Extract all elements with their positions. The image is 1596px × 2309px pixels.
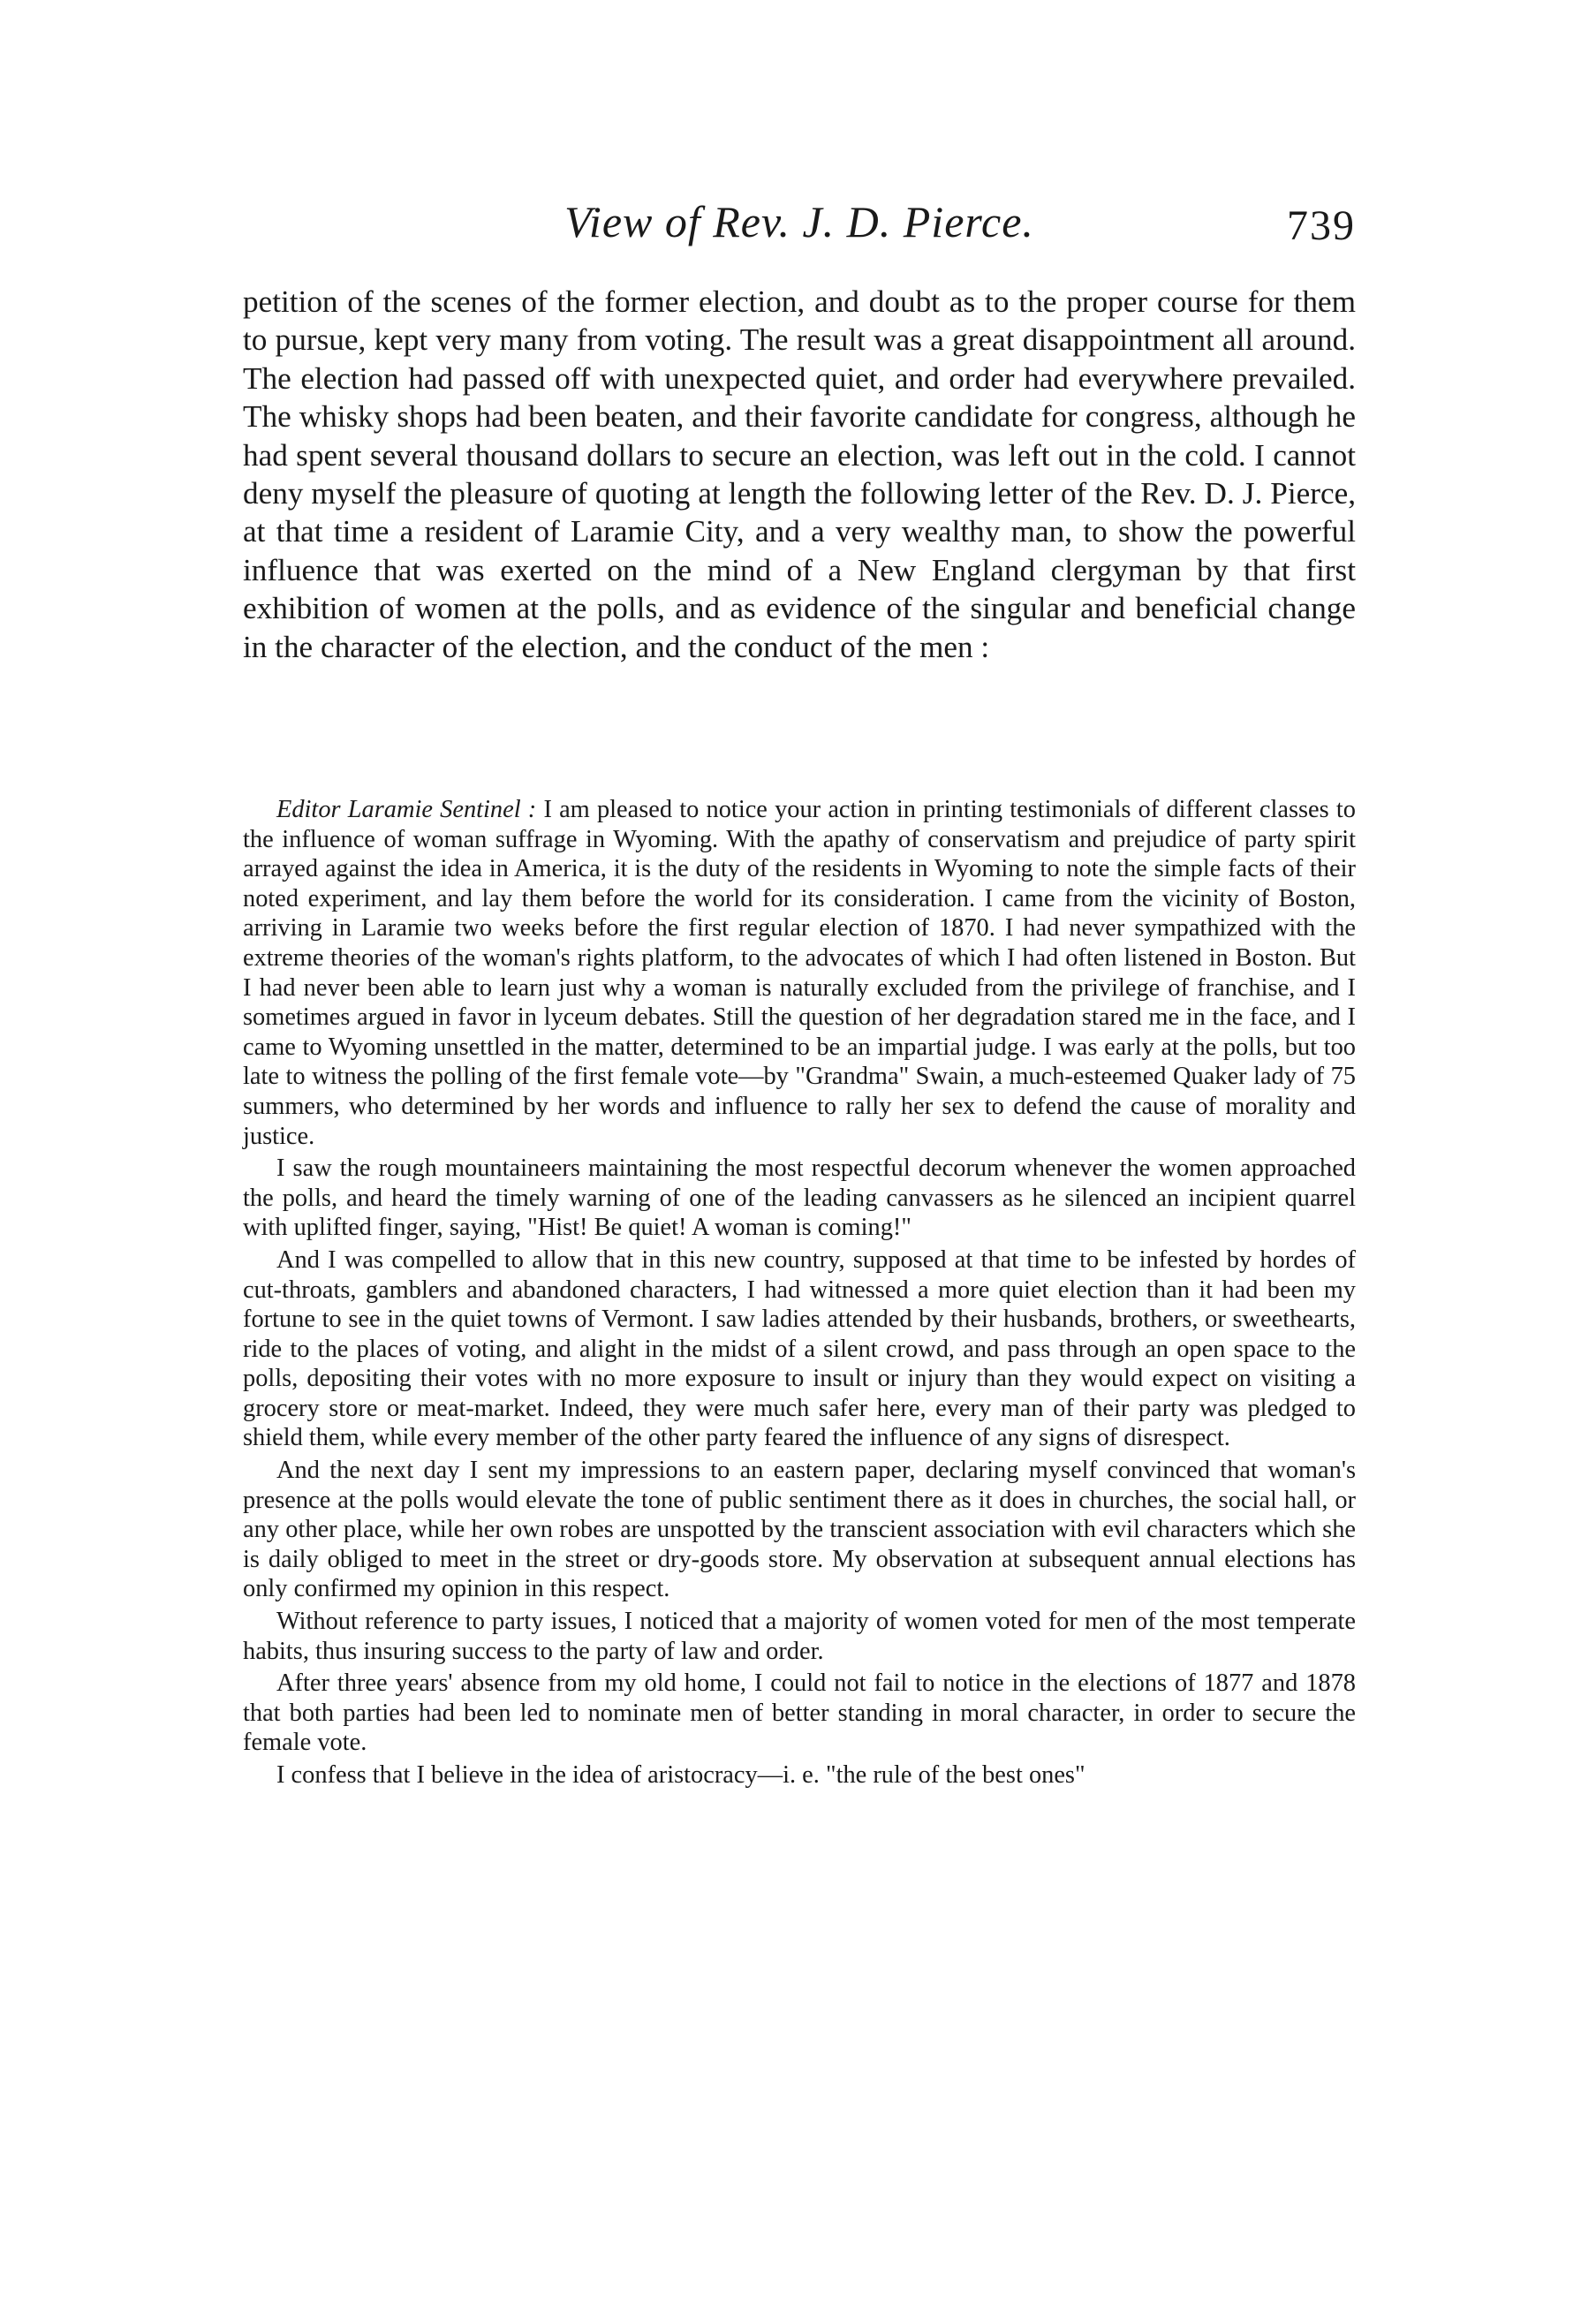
running-title: View of Rev. J. D. Pierce. <box>564 197 1034 246</box>
letter-salutation: Editor Laramie Sentinel : <box>276 796 537 823</box>
quoted-letter <box>243 795 1356 1793</box>
page-number: 739 <box>1287 202 1356 249</box>
letter-paragraph-5: Without reference to party issues, I noticed that a majority of women voted for men of the most temperate habits, thus insuring success to the party of law and order. <box>243 1608 1356 1665</box>
letter-paragraph-4: And the next day I sent my impressions to an eastern paper, declaring myself convinced that woman's presence at the polls would elevate the tone of public sentiment there as it does in churches, the social hall, or any other place, while her own robes are unspotted by the transcient association with evil characters which she is daily obliged to meet in the street or dry-goods store. My observation at subsequent annual elections has only confirmed my opinion in this respect. <box>243 1457 1356 1603</box>
letter-paragraph-3: And I was compelled to allow that in this new country, supposed at that time to be infested by hordes of cut-throats, gamblers and abandoned characters, I had witnessed a more quiet election than it had been my fortune to see in the quiet towns of Vermont. I saw ladies attended by their husbands, brothers, or sweethearts, ride to the places of voting, and alight in the midst of a silent crowd, and pass through an open space to the polls, depositing their votes with no more exposure to insult or injury than they would expect on visiting a grocery store or meat-market. Indeed, they were much safer here, every man of their party was pledged to shield them, while every member of the other party feared the influence of any signs of disrespect. <box>243 1245 1356 1452</box>
letter-paragraph-2: I saw the rough mountaineers maintaining the most respectful decorum whenever the women approached the polls, and heard the timely warning of one of the leading canvassers as he silenced an incipient quarrel with uplifted finger, saying, "Hist! Be quiet! A woman is coming!" <box>243 1154 1356 1242</box>
letter-paragraph-1 <box>243 795 1356 1151</box>
letter-paragraph-7: I confess that I believe in the idea of aristocracy—i. e. "the rule of the best ones" <box>276 1761 1085 1789</box>
letter-paragraph-6: After three years' absence from my old home, I could not fail to notice in the elections of 1877 and 1878 that both parties had been led to nominate men of better standing in moral character, in order to secure the female vote. <box>243 1669 1356 1757</box>
intro-paragraph: petition of the scenes of the former election, and doubt as to the proper course for them to pursue, kept very many from voting. The result was a great disappointment all around. The election had passed off with unexpected quiet, and order had everywhere prevailed. The whisky shops had been beaten, and their favorite candidate for congress, although he had spent several thousand dollars to secure an election, was left out in the cold. I cannot deny myself the pleasure of quoting at length the following letter of the Rev. D. J. Pierce, at that time a resident of Laramie City, and a very wealthy man, to show the powerful influence that was exerted on the mind of a New England clergyman by that first exhibition of women at the polls, and as evidence of the singular and beneficial change in the character of the election, and the conduct of the men : <box>243 284 1356 664</box>
letter-paragraph-1-text: I am pleased to notice your action in printing testimonials of different classes to the influence of woman suffrage in Wyoming. With the apathy of conservatism and prejudice of party spirit arrayed against the idea in America, it is the duty of the residents in Wyoming to note the simple facts of their noted experiment, and lay them before the world for its consideration. I came from the vicinity of Boston, arriving in Laramie two weeks before the first regular election of 1870. I had never sympathized with the extreme theories of the woman's rights platform, to the advocates of which I had often listened in Boston. But I had never been able to learn just why a woman is naturally excluded from the privilege of franchise, and I sometimes argued in favor in lyceum debates. Still the question of her degradation stared me in the face, and I came to Wyoming unsettled in the matter, determined to be an impartial judge. I was early at the polls, but too late to witness the polling of the first female vote—by "Grandma" Swain, a much-esteemed Quaker lady of 75 summers, who determined by her words and influence to rally her sex to defend the cause of morality and justice. <box>243 796 1356 1150</box>
running-head <box>243 196 1356 258</box>
